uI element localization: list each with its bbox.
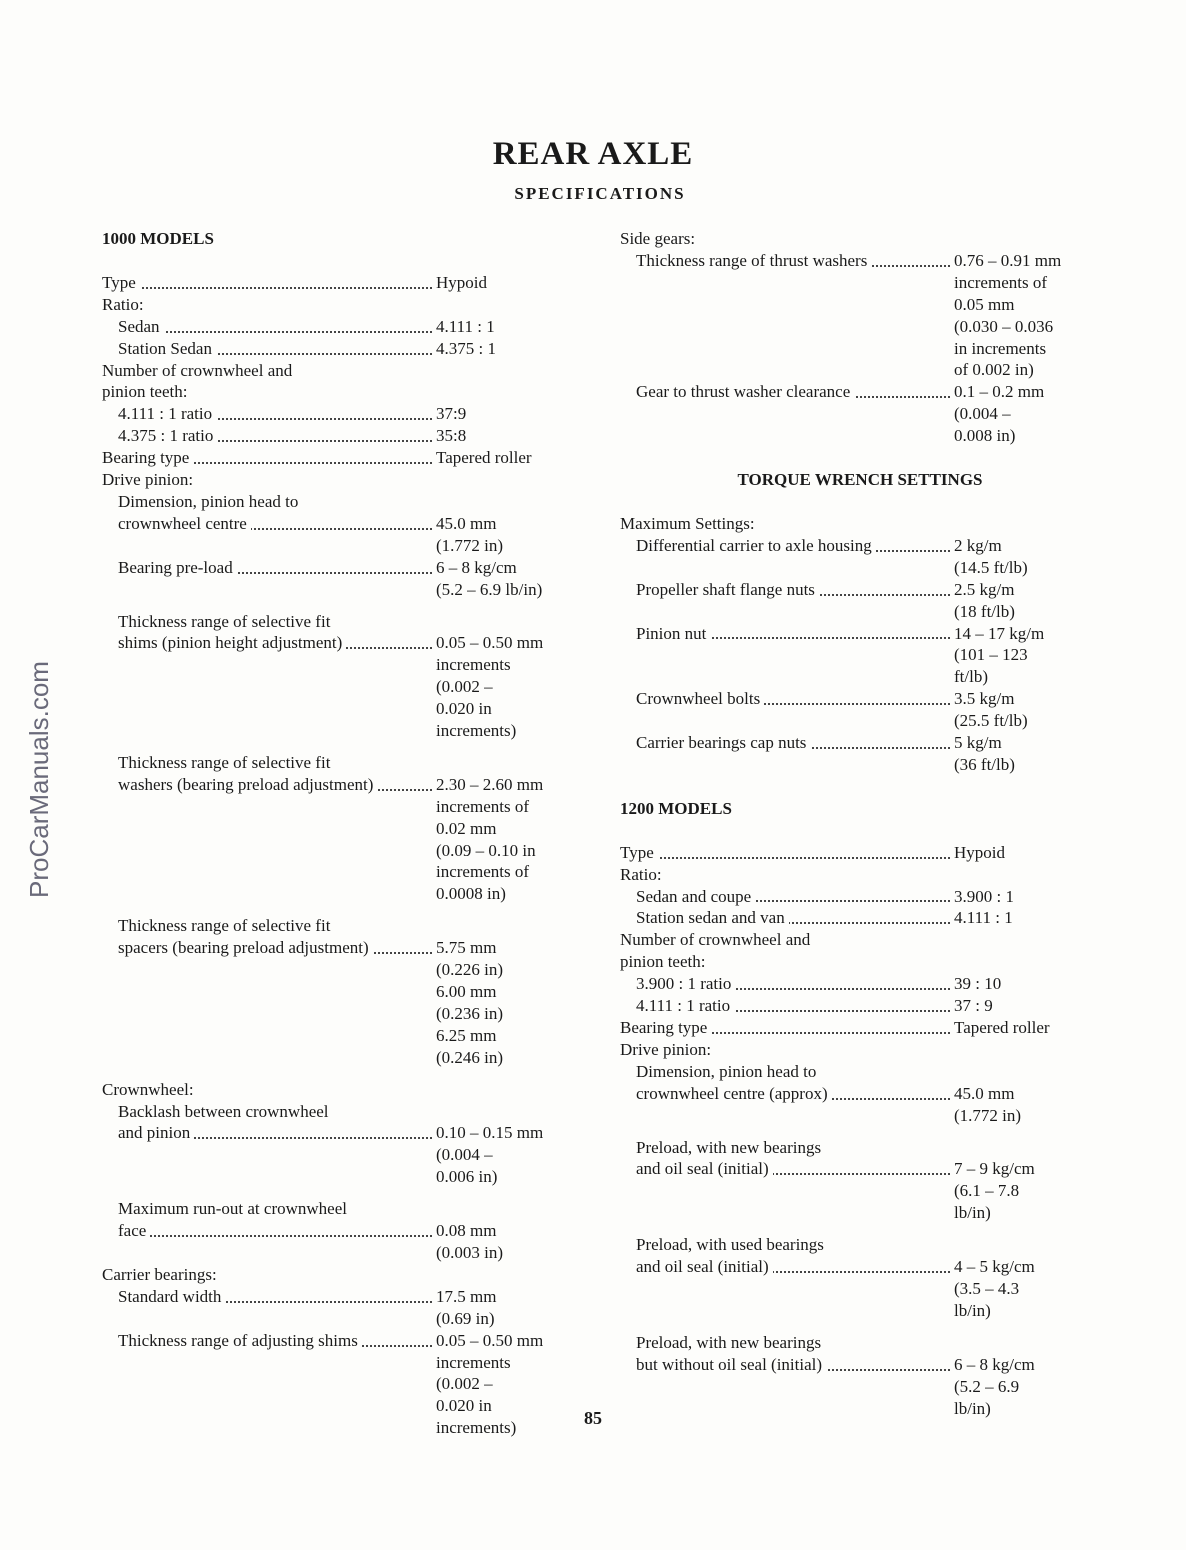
left-column	[102, 228, 582, 1439]
spec-label: Pinion nut	[620, 624, 710, 643]
spec-value: 4.375 : 1	[436, 338, 496, 358]
spec-value: 3.900 : 1	[954, 886, 1014, 906]
spec-group-label: Drive pinion:	[102, 470, 194, 490]
spec-row	[102, 1122, 582, 1188]
spec-row	[102, 937, 582, 1068]
spec-value: 3.5 kg/m (25.5 ft/lb)	[954, 689, 1028, 731]
spec-label: Bearing pre-load	[102, 558, 237, 577]
spec-group-label: Thickness range of selective fit	[118, 916, 331, 936]
spec-label: crownwheel centre (approx)	[620, 1084, 832, 1103]
spec-group-label: Dimension, pinion head to	[118, 491, 299, 511]
spec-label: Crownwheel bolts	[620, 689, 764, 708]
spec-group-label: Maximum run-out at crownwheel	[118, 1199, 347, 1219]
page-number: 85	[584, 1408, 602, 1428]
spec-label: and oil seal (initial)	[620, 1257, 773, 1276]
section-heading-torque: TORQUE WRENCH SETTINGS	[737, 470, 983, 490]
spec-label: shims (pinion height adjustment)	[102, 633, 346, 652]
spec-value: 45.0 mm (1.772 in)	[954, 1083, 1022, 1125]
spec-value: 0.08 mm (0.003 in)	[436, 1221, 504, 1262]
spec-row	[102, 316, 582, 338]
spec-row	[620, 381, 1100, 447]
spec-group-label: Crownwheel:	[102, 1079, 194, 1099]
spec-row	[620, 1158, 1100, 1224]
spec-row	[102, 1286, 582, 1330]
spec-group-label: Preload, with new bearings	[636, 1332, 822, 1352]
watermark-text: ProCarManuals.com	[24, 661, 54, 899]
spec-value: 4 – 5 kg/cm (3.5 – 4.3 lb/in)	[954, 1257, 1035, 1320]
spec-label: Sedan and coupe	[620, 887, 755, 906]
spec-label: Thickness range of thrust washers	[620, 251, 871, 270]
spec-label: 4.111 : 1 ratio	[102, 404, 216, 423]
spec-label: Type	[102, 273, 140, 292]
spec-row	[102, 447, 582, 469]
spec-row	[102, 403, 582, 425]
spec-row	[620, 1256, 1100, 1322]
spec-label: 4.111 : 1 ratio	[620, 996, 734, 1015]
spec-label: Type	[620, 843, 658, 862]
spec-label: 4.375 : 1 ratio	[102, 426, 217, 445]
spec-row	[620, 973, 1100, 995]
spec-value: 0.05 – 0.50 mm increments (0.002 – 0.020 in increments)	[436, 633, 544, 741]
spec-value: 7 – 9 kg/cm (6.1 – 7.8 lb/in)	[954, 1159, 1035, 1223]
spec-value: 5 kg/m (36 ft/lb)	[954, 733, 1015, 774]
spec-label: Station sedan and van	[620, 908, 789, 927]
spec-row	[620, 907, 1100, 929]
spec-group-label: Carrier bearings:	[102, 1264, 217, 1284]
spec-label: Station Sedan	[102, 339, 216, 358]
spec-value: 0.76 – 0.91 mm increments of 0.05 mm (0.030 – 0.036 in increments of 0.002 in)	[954, 250, 1062, 380]
spec-group-label: Number of crownwheel and	[620, 930, 811, 950]
spec-label: Bearing type	[102, 448, 193, 467]
spec-value: 2 kg/m (14.5 ft/lb)	[954, 535, 1028, 577]
spec-label: and oil seal (initial)	[620, 1159, 773, 1178]
spec-label: Standard width	[102, 1287, 225, 1306]
spec-label: Gear to thrust washer clearance	[620, 382, 854, 401]
spec-group-label: Dimension, pinion head to	[636, 1061, 817, 1081]
spec-value: 2.30 – 2.60 mm increments of 0.02 mm (0.09 – 0.10 in increments of 0.0008 in)	[436, 774, 544, 904]
spec-row	[102, 425, 582, 447]
spec-label: Bearing type	[620, 1018, 711, 1037]
spec-value: 14 – 17 kg/m (101 – 123 ft/lb)	[954, 623, 1045, 687]
spec-label: Propeller shaft flange nuts	[620, 580, 819, 599]
spec-row	[620, 623, 1100, 689]
spec-group-label: Number of crownwheel and	[102, 360, 293, 380]
section-heading-1000: 1000 MODELS	[102, 229, 214, 248]
spec-label: crownwheel centre	[102, 514, 251, 533]
spec-value: 0.1 – 0.2 mm (0.004 – 0.008 in)	[954, 382, 1045, 446]
spec-group-label: Maximum Settings:	[620, 513, 755, 533]
spec-label: spacers (bearing preload adjustment)	[102, 938, 373, 957]
section-heading-1200: 1200 MODELS	[620, 798, 732, 818]
spec-row	[620, 535, 1100, 579]
spec-value: 0.05 – 0.50 mm increments (0.002 – 0.020 in increments)	[436, 1330, 544, 1438]
spec-row	[620, 732, 1100, 776]
spec-value: 45.0 mm (1.772 in)	[436, 513, 504, 555]
spec-label: Differential carrier to axle housing	[620, 536, 876, 555]
spec-group-label: Thickness range of selective fit	[118, 611, 331, 631]
spec-label: washers (bearing preload adjustment)	[102, 775, 377, 794]
spec-row	[102, 1220, 582, 1264]
spec-value: 5.75 mm (0.226 in) 6.00 mm (0.236 in) 6.25 mm (0.246 in)	[436, 938, 504, 1067]
spec-group-label: Ratio:	[620, 864, 662, 884]
spec-group-label: pinion teeth:	[102, 382, 188, 402]
spec-label: Thickness range of adjusting shims	[102, 1331, 362, 1350]
spec-label: face	[102, 1221, 150, 1240]
spec-value: 37:9	[436, 404, 467, 424]
spec-group-label: Backlash between crownwheel	[118, 1101, 329, 1121]
spec-value: 4.111 : 1	[436, 316, 495, 336]
spec-row	[620, 1017, 1100, 1039]
spec-value: 2.5 kg/m (18 ft/lb)	[954, 579, 1015, 621]
spec-value: 39 : 10	[954, 974, 1002, 994]
spec-row	[620, 688, 1100, 732]
spec-label: Sedan	[102, 317, 164, 336]
spec-group-label: Drive pinion:	[620, 1039, 712, 1059]
spec-value: Tapered roller	[436, 448, 532, 468]
spec-row	[620, 250, 1100, 381]
spec-label: and pinion	[102, 1123, 194, 1142]
page-subtitle: SPECIFICATIONS	[514, 184, 686, 203]
spec-value: 6 – 8 kg/cm (5.2 – 6.9 lb/in)	[954, 1354, 1035, 1418]
spec-row	[102, 338, 582, 360]
spec-label: Carrier bearings cap nuts	[620, 733, 810, 752]
spec-value: 6 – 8 kg/cm (5.2 – 6.9 lb/in)	[436, 557, 543, 599]
spec-value: 0.10 – 0.15 mm (0.004 – 0.006 in)	[436, 1123, 544, 1187]
spec-value: 37 : 9	[954, 996, 993, 1016]
spec-label: but without oil seal (initial)	[620, 1355, 826, 1374]
spec-value: 4.111 : 1	[954, 908, 1013, 928]
spec-row	[102, 774, 582, 905]
spec-value: Hypoid	[436, 272, 487, 292]
spec-row	[620, 886, 1100, 908]
spec-row	[102, 513, 582, 557]
spec-group-label: Preload, with new bearings	[636, 1137, 822, 1157]
spec-group-label: Ratio:	[102, 294, 144, 314]
page-title: REAR AXLE	[492, 136, 694, 172]
spec-row	[620, 842, 1100, 864]
spec-group-label: Preload, with used bearings	[636, 1235, 824, 1255]
spec-label: 3.900 : 1 ratio	[620, 974, 735, 993]
spec-row	[620, 995, 1100, 1017]
spec-value: Hypoid	[954, 842, 1005, 862]
right-column	[620, 228, 1100, 1419]
spec-group-label: Side gears:	[620, 229, 696, 248]
spec-value: 35:8	[436, 426, 467, 446]
spec-group-label: pinion teeth:	[620, 952, 706, 972]
spec-row	[620, 579, 1100, 623]
spec-row	[102, 557, 582, 601]
spec-group-label: Thickness range of selective fit	[118, 752, 331, 772]
spec-row	[102, 272, 582, 294]
spec-value: 17.5 mm (0.69 in)	[436, 1286, 497, 1328]
spec-row	[102, 632, 582, 742]
spec-row	[620, 1083, 1100, 1127]
spec-value: Tapered roller	[954, 1018, 1050, 1037]
